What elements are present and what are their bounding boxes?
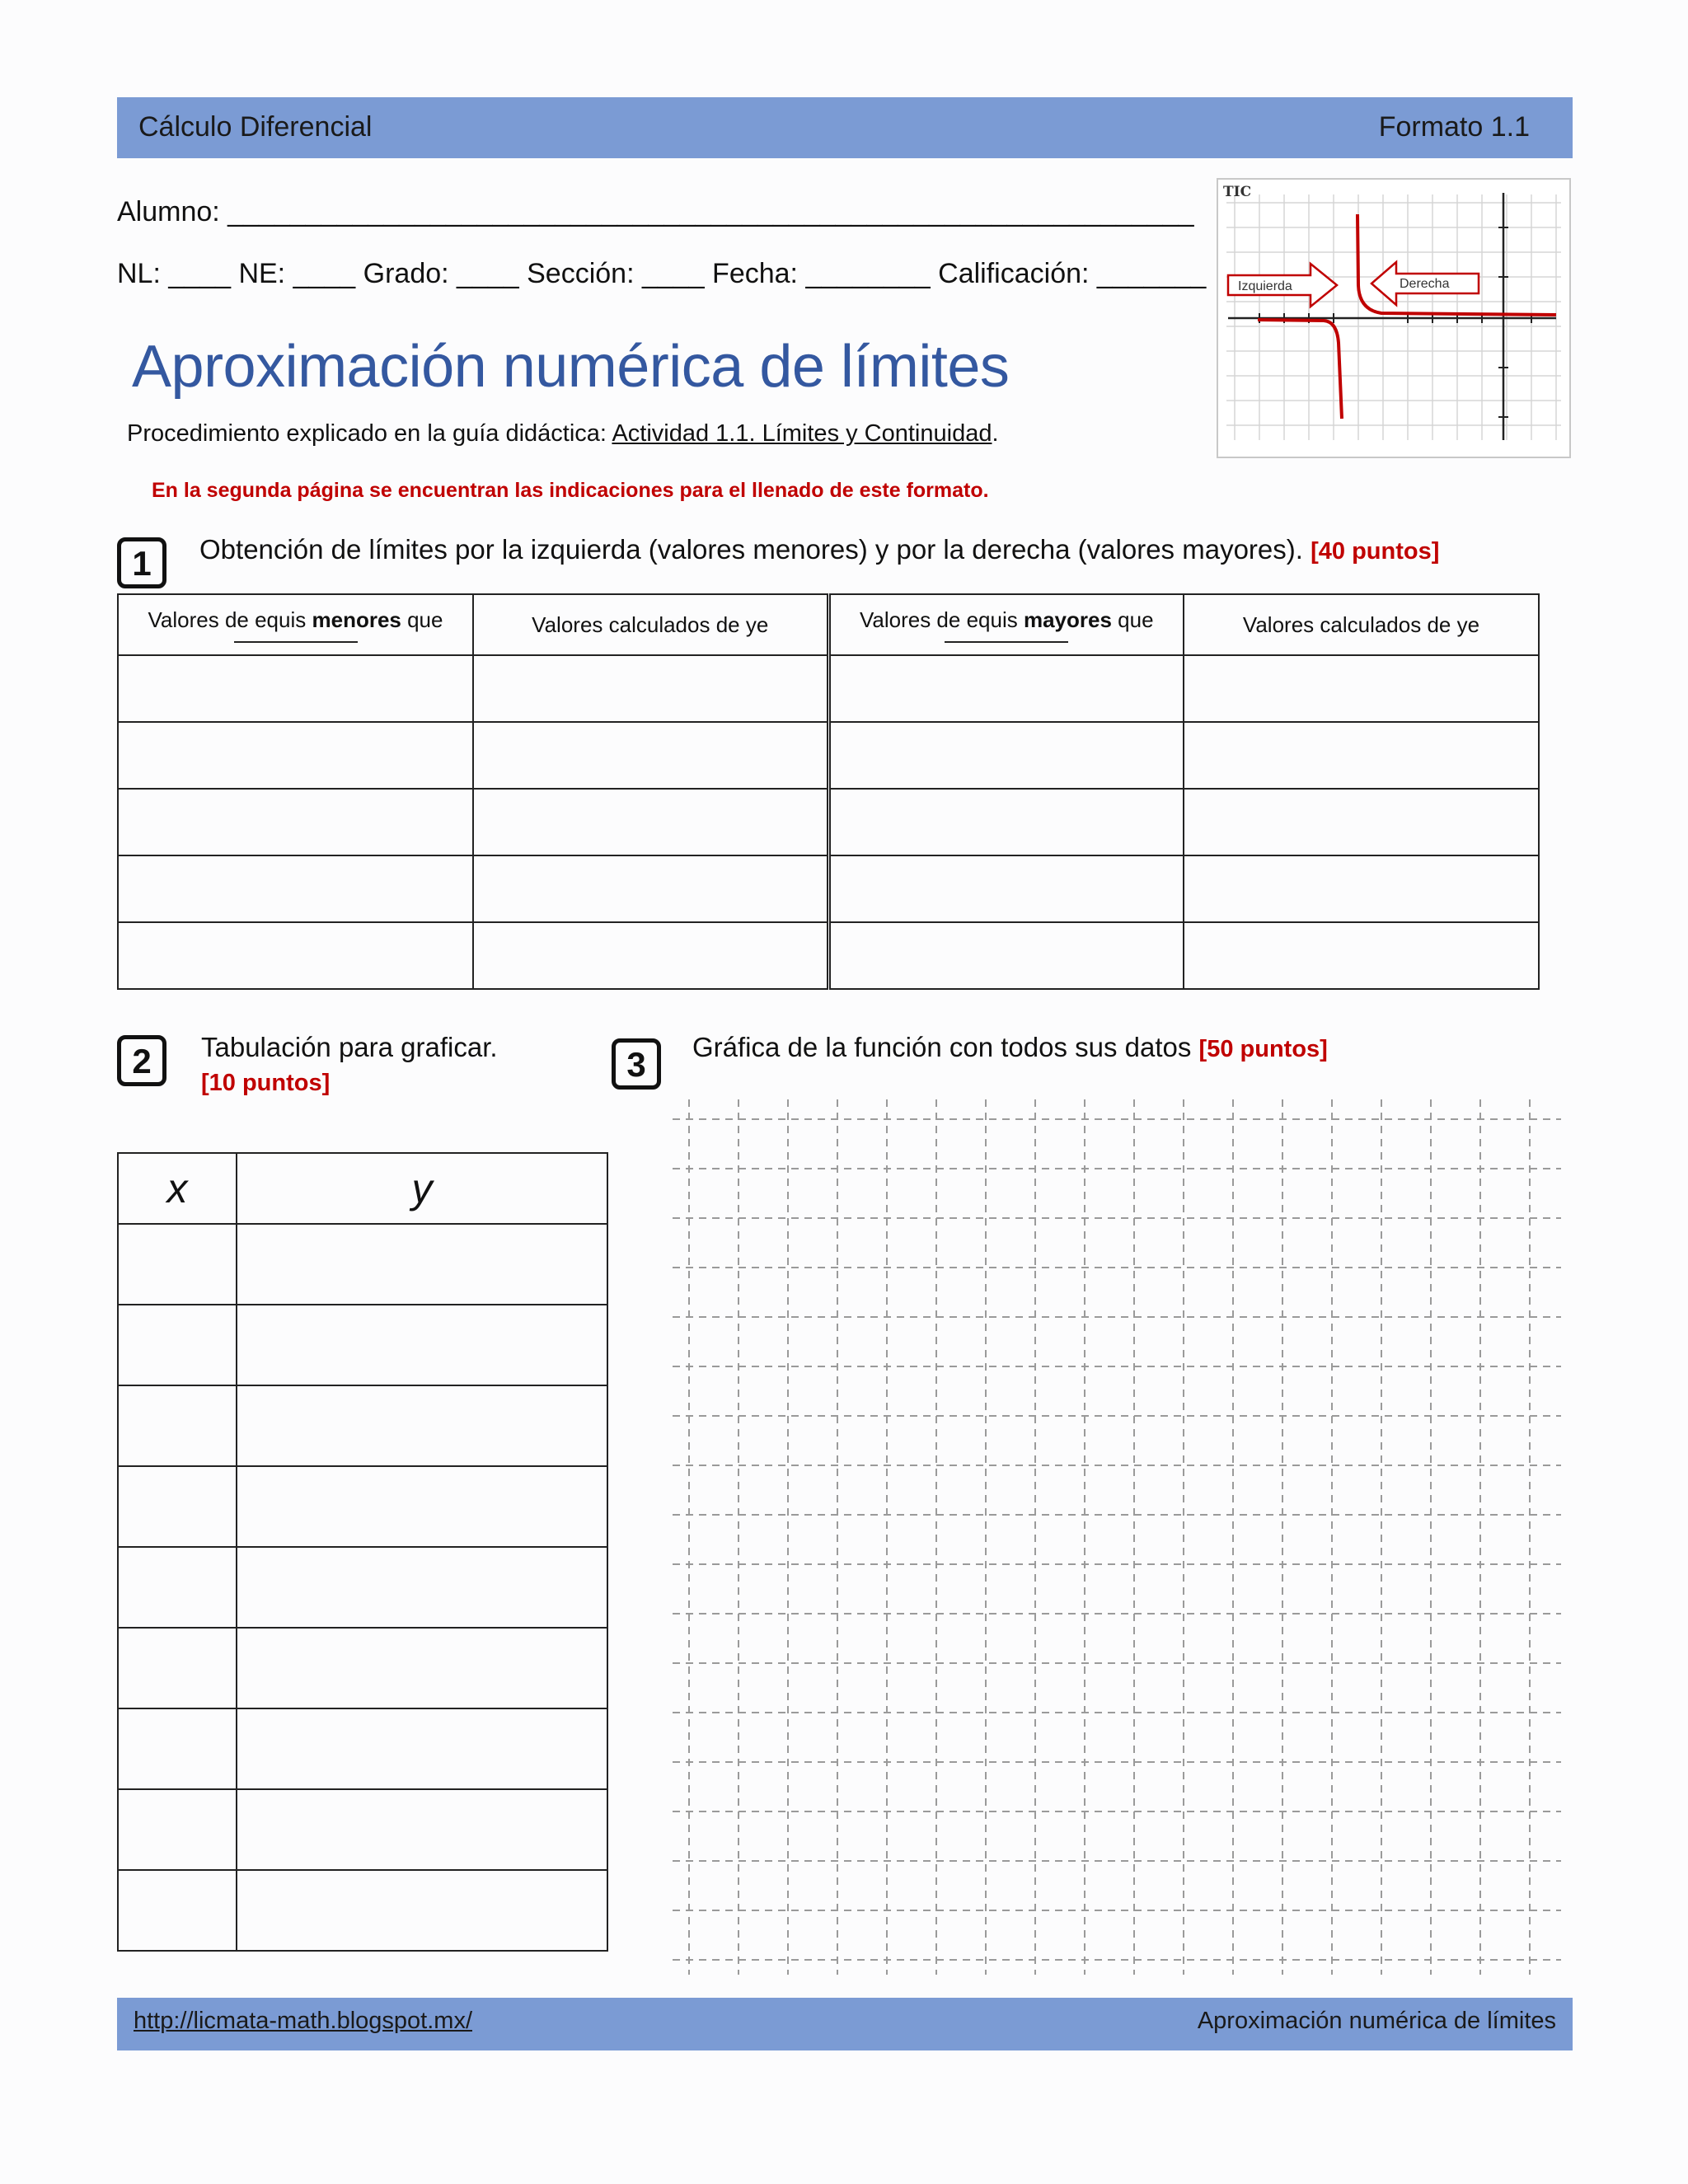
col-x-header: x	[118, 1153, 237, 1224]
instructions-notice: En la segunda página se encuentran las indicaciones para el llenado de este formato.	[152, 479, 989, 502]
section-3-text: Gráfica de la función con todos sus datos	[692, 1032, 1192, 1062]
footer-title: Aproximación numérica de límites	[1197, 2008, 1556, 2034]
cell[interactable]	[118, 789, 473, 855]
section-1-number: 1	[117, 537, 166, 588]
cell[interactable]	[237, 1628, 607, 1708]
cell[interactable]	[473, 655, 828, 722]
cell[interactable]	[118, 1305, 237, 1385]
col-y-header: y	[237, 1153, 607, 1224]
cell[interactable]	[1184, 855, 1539, 922]
cell[interactable]	[118, 1870, 237, 1951]
col-right-y: Valores calculados de ye	[1184, 594, 1539, 655]
table-row	[118, 1385, 607, 1466]
cell[interactable]	[828, 855, 1184, 922]
section-2-points: [10 puntos]	[201, 1070, 331, 1096]
col-left-y: Valores calculados de ye	[473, 594, 828, 655]
cell[interactable]	[1184, 655, 1539, 722]
footer-link[interactable]: http://licmata-math.blogspot.mx/	[134, 2008, 472, 2034]
right-limit-blank[interactable]	[945, 638, 1068, 643]
section-3-points: [50 puntos]	[1198, 1036, 1328, 1062]
header-band	[117, 97, 1573, 158]
right-arrow-label: Derecha	[1400, 277, 1450, 291]
limits-table-header	[118, 594, 1539, 655]
procedure-line	[127, 420, 999, 448]
table-row	[118, 1466, 607, 1547]
table-row	[118, 1547, 607, 1628]
cell[interactable]	[1184, 922, 1539, 989]
cell[interactable]	[828, 655, 1184, 722]
cell[interactable]	[237, 1708, 607, 1789]
footer-band	[117, 1998, 1573, 2050]
table-row	[118, 1224, 607, 1305]
cell[interactable]	[118, 1789, 237, 1870]
cell[interactable]	[118, 1708, 237, 1789]
cell[interactable]	[118, 1466, 237, 1547]
table-row	[118, 1305, 607, 1385]
procedure-suffix: .	[992, 420, 999, 447]
course-name: Cálculo Diferencial	[138, 111, 373, 143]
table-row	[118, 789, 1539, 855]
cell[interactable]	[237, 1305, 607, 1385]
section-3-heading	[692, 1032, 1328, 1063]
page-title: Aproximación numérica de límites	[132, 334, 1010, 400]
col-left-x: Valores de equis menores que	[118, 594, 473, 655]
tabulation-header	[118, 1153, 607, 1224]
cell[interactable]	[118, 1224, 237, 1305]
cell[interactable]	[473, 922, 828, 989]
table-row	[118, 722, 1539, 789]
limits-table	[117, 593, 1540, 990]
table-row	[118, 1708, 607, 1789]
cell[interactable]	[473, 722, 828, 789]
left-arrow-label: Izquierda	[1238, 279, 1292, 293]
graph-grid-area[interactable]	[669, 1096, 1564, 1978]
table-row	[118, 1789, 607, 1870]
section-1-text: Obtención de límites por la izquierda (valores menores) y por la derecha (valores mayores).	[199, 534, 1303, 565]
cell[interactable]	[118, 722, 473, 789]
tabulation-table	[117, 1152, 608, 1952]
table-row	[118, 922, 1539, 989]
cell[interactable]	[237, 1547, 607, 1628]
cell[interactable]	[118, 1547, 237, 1628]
cell[interactable]	[118, 1385, 237, 1466]
col-right-x: Valores de equis mayores que	[828, 594, 1184, 655]
limits-diagram-graphic	[1217, 178, 1571, 458]
cell[interactable]	[828, 789, 1184, 855]
cell[interactable]	[237, 1224, 607, 1305]
cell[interactable]	[828, 922, 1184, 989]
procedure-prefix: Procedimiento explicado en la guía didáctica:	[127, 420, 612, 447]
cell[interactable]	[237, 1466, 607, 1547]
cell[interactable]	[237, 1385, 607, 1466]
student-name-field: Alumno: ______________________________________________________________	[117, 196, 1194, 227]
cell[interactable]	[473, 855, 828, 922]
cell[interactable]	[118, 855, 473, 922]
left-limit-blank[interactable]	[234, 638, 358, 643]
section-1-points: [40 puntos]	[1311, 538, 1440, 565]
cell[interactable]	[473, 789, 828, 855]
section-2-text: Tabulación para graficar.	[201, 1032, 498, 1062]
cell[interactable]	[828, 722, 1184, 789]
section-3-number: 3	[612, 1038, 661, 1090]
table-row	[118, 655, 1539, 722]
format-label: Formato 1.1	[1378, 111, 1530, 143]
section-2-number: 2	[117, 1035, 166, 1086]
table-row	[118, 1628, 607, 1708]
section-1-heading	[199, 534, 1439, 565]
cell[interactable]	[118, 922, 473, 989]
cell[interactable]	[118, 1628, 237, 1708]
cell[interactable]	[1184, 722, 1539, 789]
student-info-fields: NL: ____ NE: ____ Grado: ____ Sección: ____ Fecha: ________ Calificación: _______	[117, 258, 1207, 289]
activity-link[interactable]: Actividad 1.1. Límites y Continuidad	[612, 420, 992, 447]
cell[interactable]	[1184, 789, 1539, 855]
limits-diagram	[1217, 178, 1571, 458]
cell[interactable]	[118, 655, 473, 722]
tic-logo: TIC	[1223, 184, 1252, 200]
cell[interactable]	[237, 1870, 607, 1951]
cell[interactable]	[237, 1789, 607, 1870]
table-row	[118, 855, 1539, 922]
graph-grid	[669, 1096, 1564, 1978]
table-row	[118, 1870, 607, 1951]
